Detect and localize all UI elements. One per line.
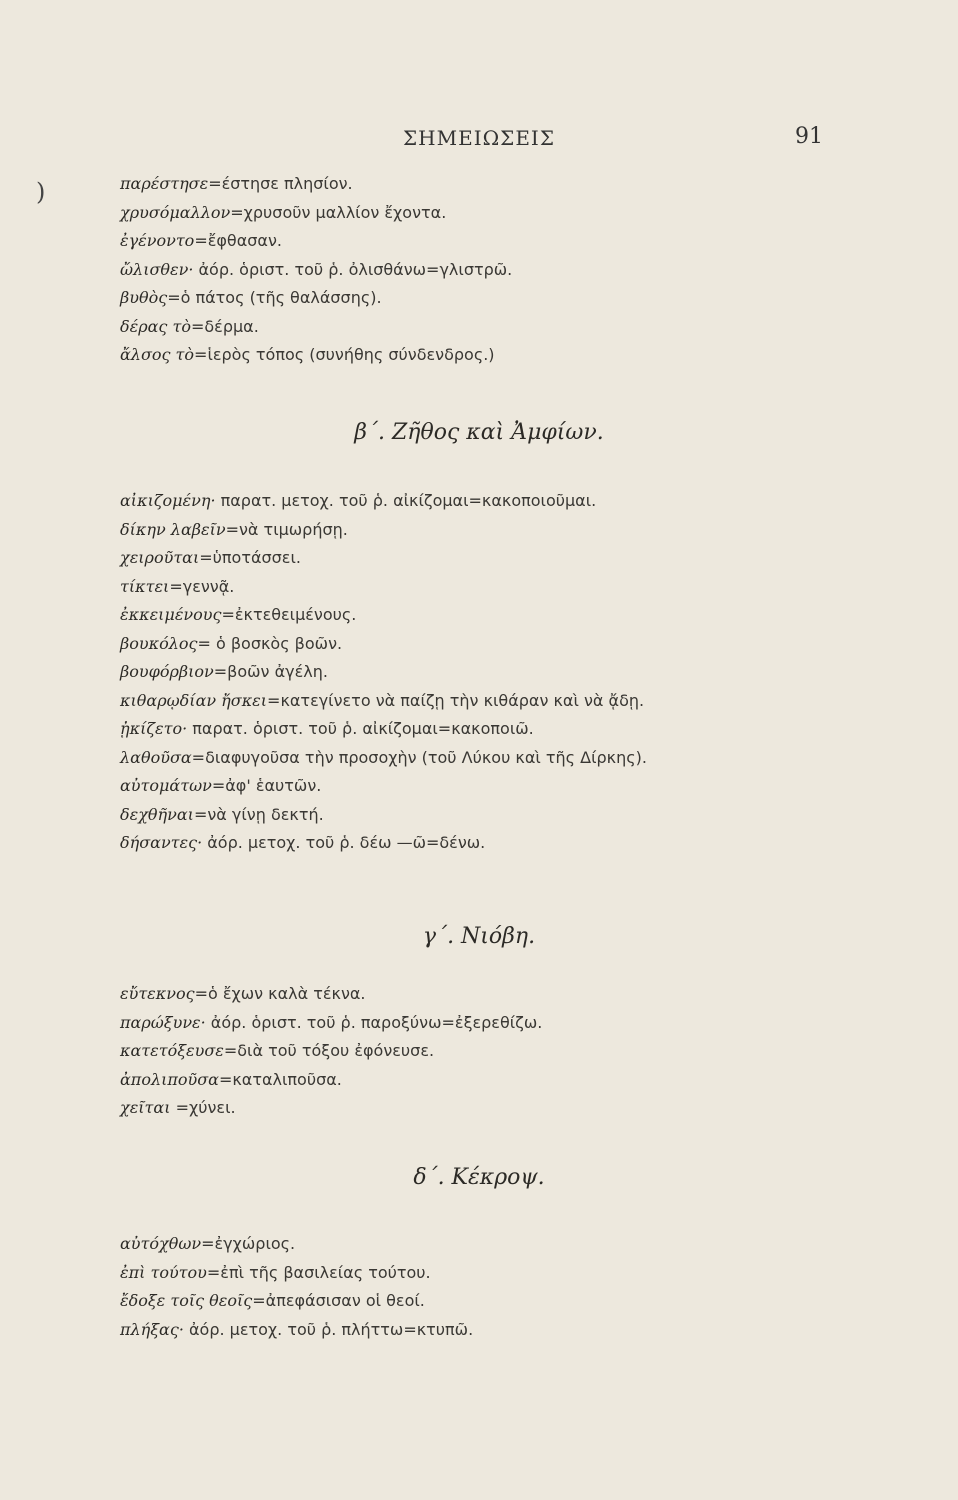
note-entry [120,630,840,659]
gloss: =ἐκτεθειμένους. [221,605,357,624]
gloss: =ἱερὸς τόπος (συνήθης σύνδενδρος.) [194,345,495,364]
note-entry [120,980,840,1009]
lemma: ὤλισθεν· [120,259,194,279]
note-entry [120,1259,840,1288]
note-entry [120,772,840,801]
section-intro-notes [120,170,840,370]
header-title: ΣΗΜΕΙΩΣΕΙΣ [403,126,555,150]
lemma: λαθοῦσα [120,747,192,767]
gloss: =ἀπεφάσισαν οἱ θεοί. [252,1291,425,1310]
running-header [0,124,958,154]
gloss: =ὁ πάτος (τῆς θαλάσσης). [167,288,382,307]
note-entry [120,829,840,858]
note-entry [120,1094,840,1123]
note-entry [120,199,840,228]
note-entry [120,1316,840,1345]
lemma: χεῖται [120,1098,171,1117]
lemma: παρώξυνε· [120,1012,206,1032]
section-heading-zethos-amphion: β΄. Ζῆθος καὶ Ἀμφίων. [354,420,604,445]
note-entry [120,687,840,716]
gloss: =βοῶν ἀγέλη. [213,662,328,681]
lemma: βυθὸς [120,288,168,307]
lemma: ἀπολιποῦσα [120,1069,219,1089]
note-entry [120,715,840,744]
gloss: =ἔφθασαν. [194,231,282,250]
gloss: =δέρμα. [190,316,259,336]
gloss: =ἐγχώριος. [201,1234,296,1253]
gloss: ἀόρ. μετοχ. τοῦ ῥ. πλήττω=κτυπῶ. [183,1319,474,1339]
note-entry [120,284,840,313]
lemma: δέρας τὸ [120,316,191,336]
gloss: =χύνει. [170,1098,236,1117]
note-entry [120,313,840,342]
page-number: 91 [795,124,823,149]
lemma: χρυσόμαλλον [120,202,231,222]
note-entry [120,1066,840,1095]
gloss: =νὰ τιμωρήσῃ. [225,519,348,539]
note-entry [120,1009,840,1038]
lemma: δίκην λαβεῖν [120,519,226,539]
lemma: βουφόρβιον [120,662,214,681]
gloss: παρατ. ὁριστ. τοῦ ῥ. αἰκίζομαι=κακοποιῶ. [187,719,534,738]
margin-mark: ) [36,178,46,206]
lemma: βουκόλος [120,633,198,653]
note-entry [120,1037,840,1066]
lemma: ἄλσος τὸ [120,345,195,364]
gloss: ἀόρ. ὁριστ. τοῦ ῥ. ὀλισθάνω=γλιστρῶ. [193,259,513,279]
gloss: =έστησε πλησίον. [208,174,353,193]
note-entry [120,170,840,199]
note-entry [120,227,840,256]
lemma: δεχθῆναι [120,804,194,824]
note-entry [120,487,840,516]
lemma: αἰκιζομένη· [120,491,216,510]
gloss: =ὑποτάσσει. [199,548,301,567]
lemma: τίκτει [120,576,170,596]
section-kekrops [120,1230,840,1344]
section-heading-niobe: γ΄. Νιόβη. [422,924,536,949]
gloss: =διαφυγοῦσα τὴν προσοχὴν (τοῦ Λύκου καὶ τῆς Δίρκης). [191,747,647,767]
lemma: ἐπὶ τούτου [120,1262,207,1282]
note-entry [120,1230,840,1259]
lemma: χειροῦται [120,548,200,567]
lemma: ᾐκίζετο· [120,719,188,738]
gloss: =καταλιποῦσα. [218,1069,342,1089]
gloss: =διὰ τοῦ τόξου ἐφόνευσε. [223,1041,435,1060]
lemma: αὐτόχθων [120,1234,202,1253]
gloss: = ὁ βοσκὸς βοῶν. [197,633,343,653]
note-entry [120,744,840,773]
lemma: κατετόξευσε [120,1041,224,1060]
lemma: πλήξας· [120,1319,184,1339]
section-zethos-amphion [120,487,840,858]
lemma: δήσαντες· [120,833,203,852]
gloss: =ἀφ' ἑαυτῶν. [211,776,322,795]
gloss: ἀόρ. μετοχ. τοῦ ῥ. δέω —ῶ=δένω. [202,833,486,852]
gloss: =νὰ γίνῃ δεκτή. [193,804,324,824]
gloss: =ἐπὶ τῆς βασιλείας τούτου. [206,1262,431,1282]
gloss: =χρυσοῦν μαλλίον ἔχοντα. [230,202,447,222]
lemma: κιθαρῳδίαν ἤσκει [120,690,268,710]
lemma: ἐγένοντο [120,231,195,250]
note-entry [120,573,840,602]
lemma: ἐκκειμένους [120,605,222,624]
gloss: ἀόρ. ὁριστ. τοῦ ῥ. παροξύνω=ἐξερεθίζω. [205,1012,543,1032]
note-entry [120,601,840,630]
note-entry [120,341,840,370]
lemma: εὔτεκνος [120,984,195,1003]
note-entry [120,801,840,830]
note-entry [120,544,840,573]
note-entry [120,1287,840,1316]
section-heading-kekrops: δ΄. Κέκροψ. [413,1165,545,1190]
gloss: παρατ. μετοχ. τοῦ ῥ. αἰκίζομαι=κακοποιοῦμαι. [215,491,597,510]
lemma: ἔδοξε τοῖς θεοῖς [120,1291,253,1310]
gloss: =κατεγίνετο νὰ παίζῃ τὴν κιθάραν καὶ νὰ ᾄδῃ. [267,690,645,710]
lemma: αὐτομάτων [120,776,212,795]
note-entry [120,256,840,285]
section-niobe [120,980,840,1123]
note-entry [120,516,840,545]
gloss: =ὁ ἔχων καλὰ τέκνα. [194,984,366,1003]
gloss: =γεννᾷ. [169,576,235,596]
note-entry [120,658,840,687]
lemma: παρέστησε [120,174,209,193]
